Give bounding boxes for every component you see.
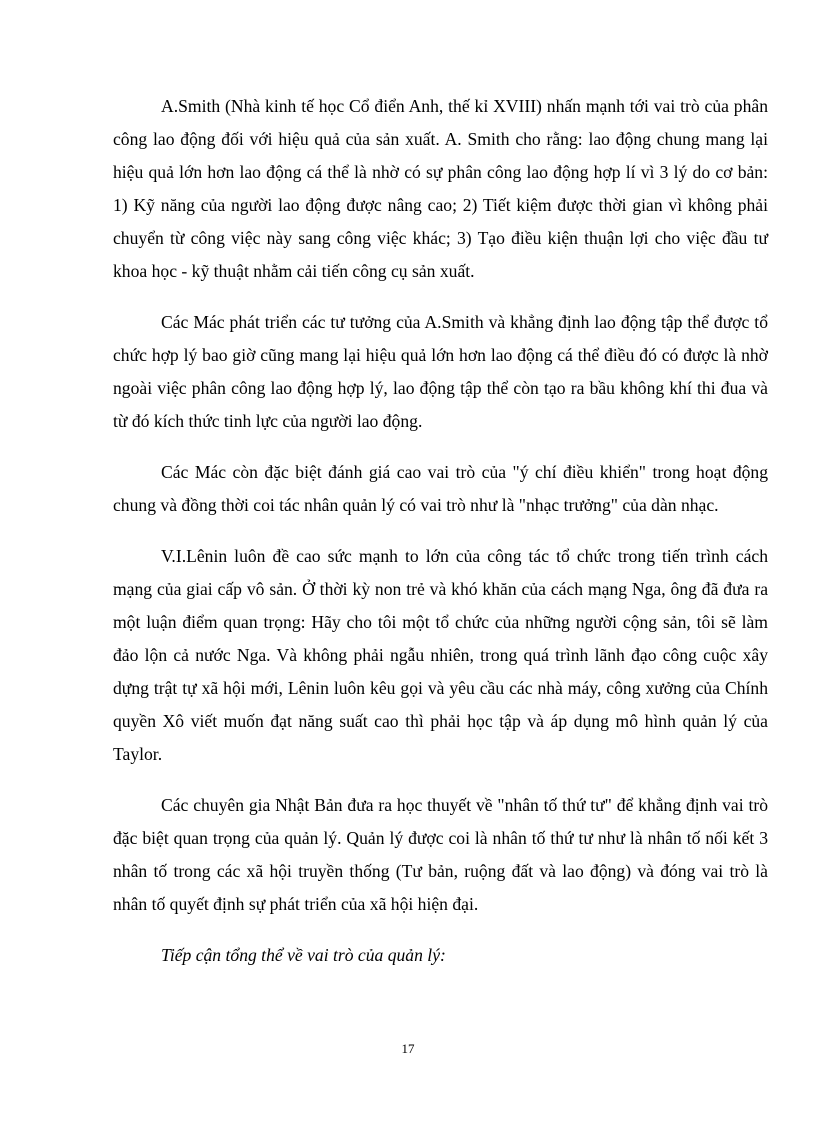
page-number: 17 [401,1041,415,1056]
paragraph-adam-smith: A.Smith (Nhà kinh tế học Cổ điển Anh, thế kỉ XVIII) nhấn mạnh tới vai trò của phân công lao động đối với hiệu quả của sản xuất. A. Smith cho rằng: lao động chung mang lại hiệu quả lớn hơn lao động cá thể là nhờ có sự phân công lao động hợp lí vì 3 lý do cơ bản: 1) Kỹ năng của người lao động được nâng cao; 2) Tiết kiệm được thời gian vì không phải chuyển từ công việc này sang công việc khác; 3) Tạo điều kiện thuận lợi cho việc đầu tư khoa học - kỹ thuật nhằm cải tiến công cụ sản xuất. [113,96,768,281]
body-text [113,90,768,990]
paragraph-lenin: V.I.Lênin luôn đề cao sức mạnh to lớn của công tác tổ chức trong tiến trình cách mạng của giai cấp vô sản. Ở thời kỳ non trẻ và khó khăn của cách mạng Nga, ông đã đưa ra một luận điểm quan trọng: Hãy cho tôi một tổ chức của những người cộng sản, tôi sẽ làm đảo lộn cả nước Nga. Và không phải ngẫu nhiên, trong quá trình lãnh đạo công cuộc xây dựng trật tự xã hội mới, Lênin luôn kêu gọi và yêu cầu các nhà máy, công xưởng của Chính quyền Xô viết muốn đạt năng suất cao thì phải học tập và áp dụng mô hình quản lý của Taylor. [113,546,768,764]
paragraph-japanese-fourth-factor: Các chuyên gia Nhật Bản đưa ra học thuyết về "nhân tố thứ tư" để khẳng định vai trò đặc biệt quan trọng của quản lý. Quản lý được coi là nhân tố thứ tư như là nhân tố nối kết 3 nhân tố trong các xã hội truyền thống (Tư bản, ruộng đất và lao động) và đóng vai trò là nhân tố quyết định sự phát triển của xã hội hiện đại. [113,795,768,914]
section-heading: Tiếp cận tổng thể về vai trò của quản lý: [161,945,446,965]
paragraph-marx-conductor: Các Mác còn đặc biệt đánh giá cao vai trò của "ý chí điều khiển" trong hoạt động chung và đồng thời coi tác nhân quản lý có vai trò như là "nhạc trưởng" của dàn nhạc. [113,462,768,515]
paragraph-marx-collective-labor: Các Mác phát triển các tư tưởng của A.Smith và khẳng định lao động tập thể được tổ chức hợp lý bao giờ cũng mang lại hiệu quả lớn hơn lao động cá thể điều đó có được là nhờ ngoài việc phân công lao động hợp lý, lao động tập thể còn tạo ra bầu không khí thi đua và từ đó kích thức tinh lực của người lao động. [113,312,768,431]
